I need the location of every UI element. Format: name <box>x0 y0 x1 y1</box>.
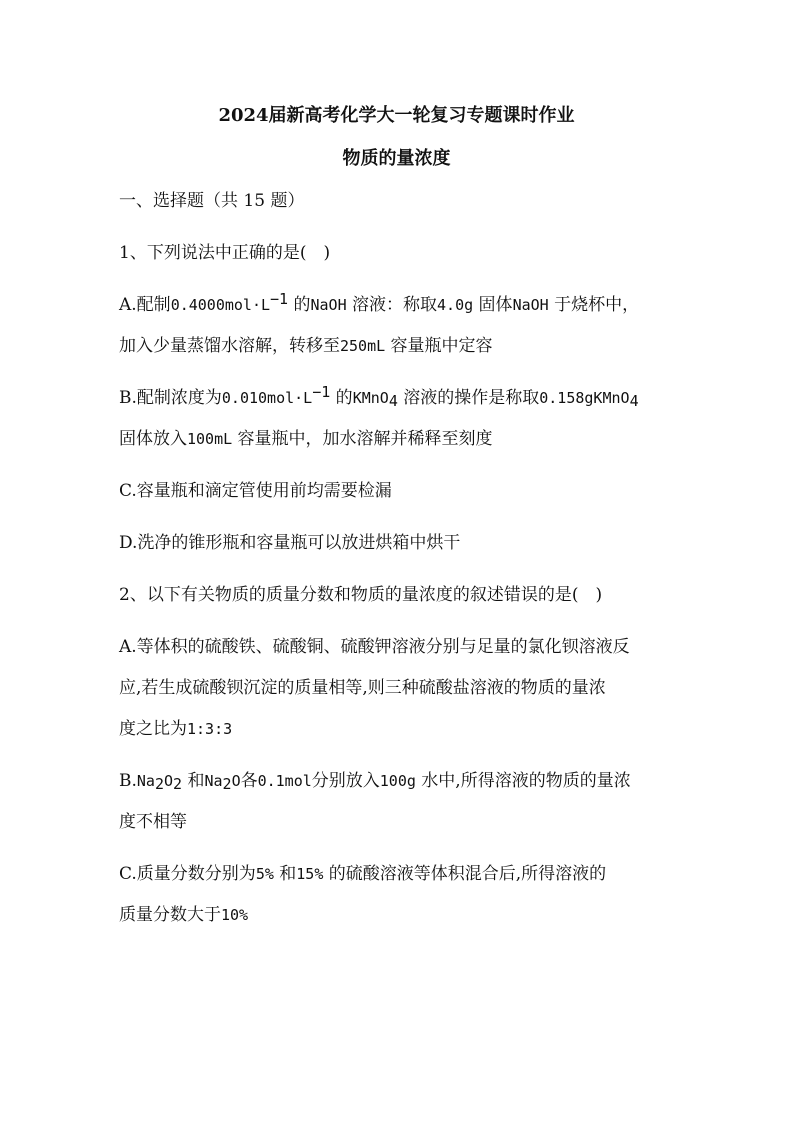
superscript: −1 <box>270 290 289 308</box>
question-1-option-b-line1 <box>119 383 639 410</box>
formula: Na <box>204 772 223 790</box>
text-segment: 度之比为 <box>119 719 187 739</box>
amount-value: 0.1mol <box>257 772 312 790</box>
concentration-value: 0.010mol·L <box>221 389 313 407</box>
question-2-option-a-line1: A.等体积的硫酸铁、硫酸铜、硫酸钾溶液分别与足量的氯化钡溶液反 <box>119 637 630 657</box>
text-segment: C.质量分数分别为 <box>119 864 256 884</box>
section-heading: 一、选择题（共 15 题） <box>119 191 305 211</box>
question-2-option-a-line2: 应,若生成硫酸钡沉淀的质量相等,则三种硫酸盐溶液的物质的量浓 <box>119 678 606 698</box>
text-segment: 和 <box>182 771 205 791</box>
formula: KMnO <box>352 389 389 407</box>
text-segment: 的硫酸溶液等体积混合后,所得溶液的 <box>323 864 607 884</box>
subscript: 4 <box>629 392 639 410</box>
question-2-option-a-line3 <box>119 718 232 740</box>
mass-value: 100g <box>379 772 416 790</box>
concentration-value: 0.4000mol·L <box>170 296 271 314</box>
percent-value: 15% <box>296 865 324 883</box>
text-segment: 容量瓶中定容 <box>385 336 493 356</box>
question-1-option-a-line2 <box>119 335 493 357</box>
ratio-value: 1:3:3 <box>187 720 233 738</box>
question-1-option-d: D.洗净的锥形瓶和容量瓶可以放进烘箱中烘干 <box>119 533 461 553</box>
subscript: 2 <box>173 775 183 793</box>
text-segment: A.配制 <box>119 295 171 315</box>
text-segment: 容量瓶中，加水溶解并稀释至刻度 <box>232 429 493 449</box>
subscript: 2 <box>222 775 232 793</box>
subscript: 2 <box>154 775 164 793</box>
question-1-option-c: C.容量瓶和滴定管使用前均需要检漏 <box>119 481 392 501</box>
text-segment: 加入少量蒸馏水溶解，转移至 <box>119 336 340 356</box>
text-segment: 分别放入 <box>311 771 380 791</box>
text-segment: 于烧杯中， <box>548 295 640 315</box>
question-1-option-b-line2 <box>119 428 493 450</box>
text-segment: B.配制浓度为 <box>119 388 222 408</box>
formula: NaOH <box>512 296 549 314</box>
question-2-option-c-line1 <box>119 863 606 885</box>
question-1-stem: 1、下列说法中正确的是( ) <box>119 243 331 263</box>
percent-value: 10% <box>221 906 249 924</box>
text-segment: 溶液的操作是称取 <box>397 388 540 408</box>
text-segment: 和 <box>273 864 297 884</box>
text-segment: 质量分数大于 <box>119 905 221 925</box>
document-title: 2024届新高考化学大一轮复习专题课时作业 <box>218 105 575 126</box>
text-segment: 水中,所得溶液的物质的量浓 <box>415 771 631 791</box>
volume-value: 250mL <box>340 337 386 355</box>
question-2-option-c-line2 <box>119 904 248 926</box>
percent-value: 5% <box>255 865 274 883</box>
superscript: −1 <box>312 383 331 401</box>
text-segment: 固体放入 <box>119 429 187 449</box>
mass-value: 0.158gKMnO <box>539 389 630 407</box>
mass-value: 4.0g <box>437 296 474 314</box>
formula: O <box>231 772 241 790</box>
document-subtitle: 物质的量浓度 <box>342 148 451 169</box>
volume-value: 100mL <box>187 430 233 448</box>
text-segment: 溶液：称取 <box>346 295 438 315</box>
text-segment: 的 <box>288 295 311 315</box>
question-2-option-b-line1 <box>119 770 631 792</box>
subscript: 4 <box>388 392 398 410</box>
text-segment: 固体 <box>473 295 513 315</box>
text-segment: 的 <box>330 388 353 408</box>
formula: O <box>164 772 174 790</box>
text-segment: B. <box>119 771 137 791</box>
formula: NaOH <box>310 296 347 314</box>
question-2-stem: 2、以下有关物质的质量分数和物质的量浓度的叙述错误的是( ) <box>119 585 603 605</box>
question-1-option-a-line1 <box>119 290 640 316</box>
question-2-option-b-line2: 度不相等 <box>119 812 187 832</box>
formula: Na <box>136 772 155 790</box>
text-segment: 各 <box>240 771 258 791</box>
